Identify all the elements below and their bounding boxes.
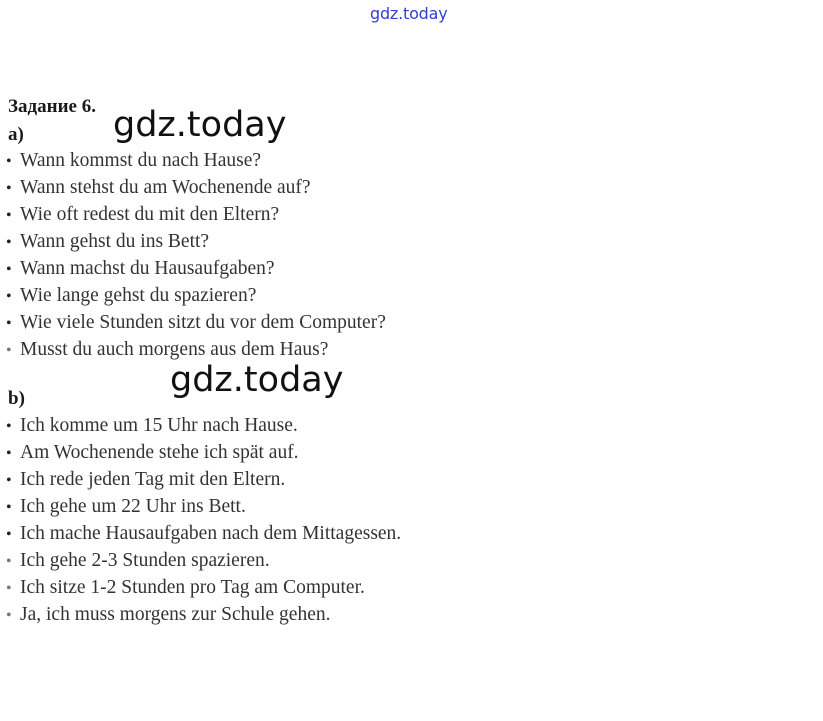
list-item	[6, 493, 401, 520]
bullet-icon: •	[6, 342, 12, 359]
list-item	[6, 601, 401, 628]
bullet-icon: •	[6, 261, 12, 278]
bullet-icon: •	[6, 580, 12, 597]
section-a-label: a)	[8, 124, 24, 145]
bullet-icon: •	[6, 180, 12, 197]
bullet-icon: •	[6, 418, 12, 435]
list-item	[6, 574, 401, 601]
question-text: Musst du auch morgens aus dem Haus?	[20, 339, 329, 360]
bullet-icon: •	[6, 472, 12, 489]
list-item	[6, 147, 386, 174]
bullet-icon: •	[6, 526, 12, 543]
bullet-icon: •	[6, 288, 12, 305]
question-text: Wie oft redest du mit den Eltern?	[20, 204, 280, 225]
list-item	[6, 547, 401, 574]
question-text: Wann machst du Hausaufgaben?	[20, 258, 275, 279]
bullet-icon: •	[6, 315, 12, 332]
question-text: Wie lange gehst du spazieren?	[20, 285, 257, 306]
question-text: Wann stehst du am Wochenende auf?	[20, 177, 311, 198]
answer-text: Ich gehe um 22 Uhr ins Bett.	[20, 496, 246, 517]
answer-text: Ja, ich muss morgens zur Schule gehen.	[20, 604, 331, 625]
answer-text: Ich mache Hausaufgaben nach dem Mittagessen.	[20, 523, 402, 544]
answer-text: Ich rede jeden Tag mit den Eltern.	[20, 469, 286, 490]
list-item	[6, 201, 386, 228]
answer-list	[6, 412, 401, 628]
question-list	[6, 147, 386, 363]
bullet-icon: •	[6, 553, 12, 570]
answer-text: Ich komme um 15 Uhr nach Hause.	[20, 415, 298, 436]
list-item	[6, 466, 401, 493]
question-text: Wann gehst du ins Bett?	[20, 231, 210, 252]
watermark-logo-small: gdz.today	[370, 4, 448, 23]
bullet-icon: •	[6, 153, 12, 170]
answer-text: Ich gehe 2-3 Stunden spazieren.	[20, 550, 270, 571]
question-text: Wann kommst du nach Hause?	[20, 150, 262, 171]
list-item	[6, 228, 386, 255]
list-item	[6, 174, 386, 201]
bullet-icon: •	[6, 234, 12, 251]
list-item	[6, 412, 401, 439]
bullet-icon: •	[6, 499, 12, 516]
list-item	[6, 255, 386, 282]
list-item	[6, 282, 386, 309]
answer-text: Am Wochenende stehe ich spät auf.	[20, 442, 299, 463]
list-item	[6, 520, 401, 547]
list-item	[6, 336, 386, 363]
bullet-icon: •	[6, 607, 12, 624]
watermark-logo-large: gdz.today	[170, 360, 344, 400]
list-item	[6, 439, 401, 466]
task-title: Задание 6.	[8, 96, 96, 117]
bullet-icon: •	[6, 445, 12, 462]
bullet-icon: •	[6, 207, 12, 224]
question-text: Wie viele Stunden sitzt du vor dem Computer?	[20, 312, 386, 333]
answer-text: Ich sitze 1-2 Stunden pro Tag am Computer.	[20, 577, 365, 598]
list-item	[6, 309, 386, 336]
watermark-logo-large: gdz.today	[113, 105, 287, 145]
section-b-label: b)	[8, 388, 25, 409]
